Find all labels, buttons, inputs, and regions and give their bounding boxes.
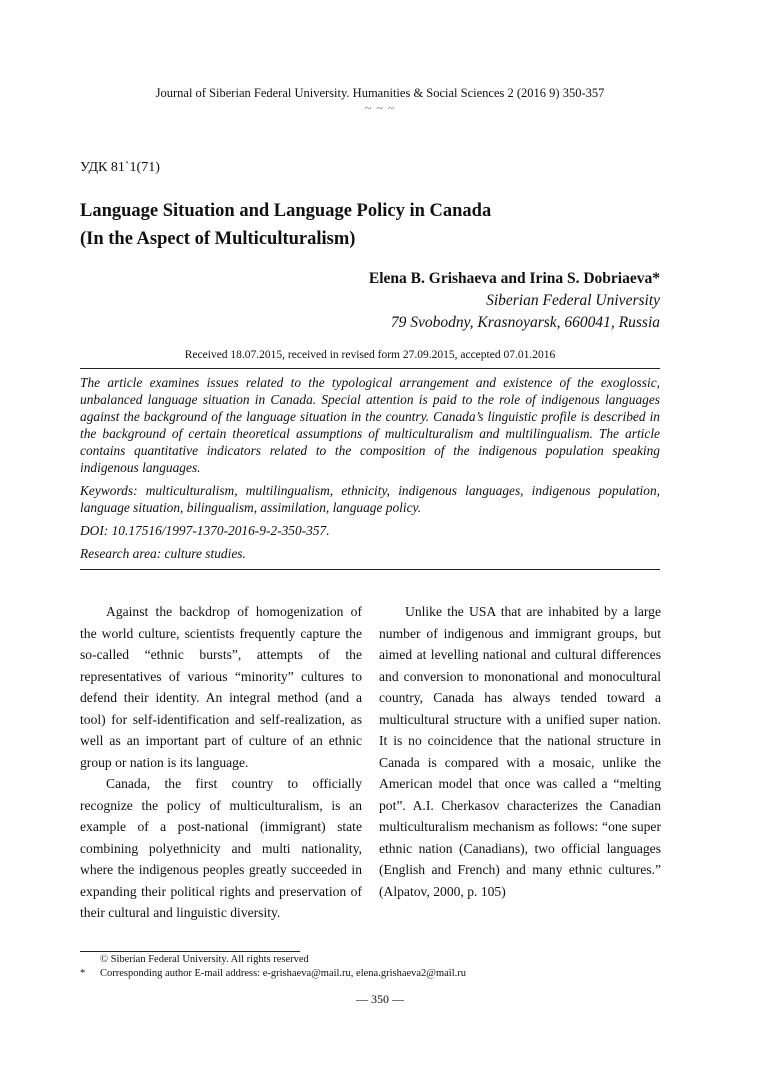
abstract-block	[80, 374, 660, 568]
header-separator: ~ ~ ~	[364, 101, 396, 115]
page-number: — 350 —	[356, 992, 404, 1006]
keywords: Keywords: multiculturalism, multilingualism, ethnicity, indigenous languages, indigenous population, language situation, bilingualism, assimilation, language policy.	[80, 483, 660, 515]
title-line-2: (In the Aspect of Multiculturalism)	[80, 229, 356, 249]
footnote-rule	[80, 951, 300, 952]
article-title	[80, 197, 680, 253]
title-line-1: Language Situation and Language Policy in Canada	[80, 201, 492, 221]
received-dates: Received 18.07.2015, received in revised form 27.09.2015, accepted 07.01.2016	[184, 349, 556, 361]
corresponding-footnote	[80, 968, 466, 979]
abstract-top-rule	[80, 368, 660, 369]
corresponding-author-text: Corresponding author E-mail address: e-grishaeva@mail.ru, elena.grishaeva2@mail.ru	[100, 968, 467, 979]
body-column-left	[80, 601, 362, 924]
doi: DOI: 10.17516/1997-1370-2016-9-2-350-357.	[80, 523, 330, 538]
udk-code: УДК 81`1(71)	[80, 160, 160, 175]
paragraph: Against the backdrop of homogenization of the world culture, scientists frequently capture the so-called “ethnic bursts”, attempts of the representatives of various “minority” cultures to defend their identity. An integral method (and a tool) for self-identification and self-realization, as well as an important part of culture of an ethnic group or nation is its language.	[80, 604, 362, 770]
journal-header: Journal of Siberian Federal University. Humanities & Social Sciences 2 (2016 9) 350-357	[155, 86, 605, 100]
author-names: Elena B. Grishaeva and Irina S. Dobriaeva*	[368, 270, 660, 287]
copyright-footnote: © Siberian Federal University. All rights reserved	[100, 954, 309, 965]
footnote-star: *	[80, 968, 86, 979]
paragraph: Canada, the first country to officially recognize the policy of multiculturalism, is an example of a post-national (immigrant) state combining polyethnicity and multi nationality, where the indigenous peoples greatly succeeded in expanding their political rights and preservation of their cultural and linguistic diversity.	[80, 776, 362, 920]
author-address: 79 Svobodny, Krasnoyarsk, 660041, Russia	[390, 314, 660, 331]
research-area: Research area: culture studies.	[80, 546, 246, 561]
author-affiliation: Siberian Federal University	[486, 292, 660, 309]
authors-block	[369, 268, 660, 334]
body-column-right	[379, 601, 661, 902]
paragraph: Unlike the USA that are inhabited by a large number of indigenous and immigrant groups, but aimed at levelling national and cultural differences and conversion to mononational and monocultural country, Canada has always tended toward a multicultural structure with a unified super nation. It is no coincidence that the national structure in Canada is compared with a mosaic, unlike the American model that once was called a “melting pot”. A.I. Cherkasov characterizes the Canadian multiculturalism mechanism as follows: “one super ethnic nation (Canadians), two official languages (English and French) and many ethnic cultures.” (Alpatov, 2000, p. 105)	[379, 604, 661, 899]
abstract-text: The article examines issues related to the typological arrangement and existence of the exoglossic, unbalanced language situation in Canada. Special attention is paid to the role of indigenous languages against the background of the language situation in the country. Canada’s linguistic profile is described in the background of certain theoretical assumptions of multiculturalism and multilingualism. The article contains quantitative indicators related to the composition of the indigenous population speaking indigenous languages.	[80, 375, 660, 475]
abstract-bottom-rule	[80, 569, 660, 570]
